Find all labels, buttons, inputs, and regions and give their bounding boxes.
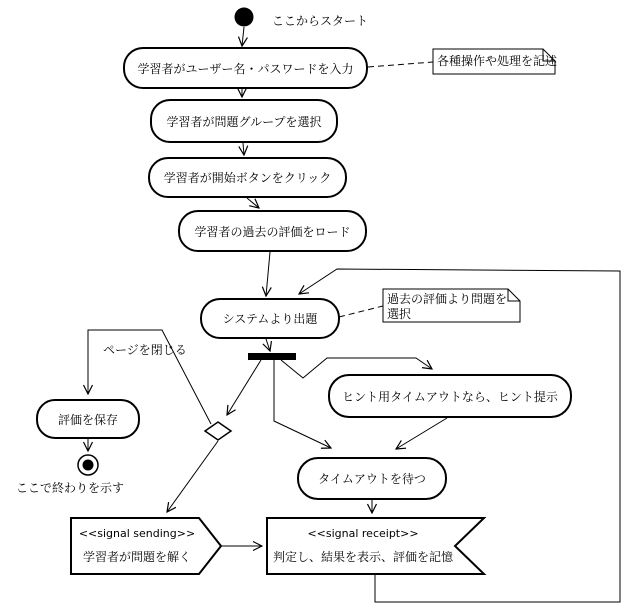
end-annotation: ここで終わりを示す [16, 481, 125, 495]
note-anchor-describe-ops [368, 62, 433, 67]
fork-bar [248, 353, 296, 360]
signal-receipt-stereotype: <<signal receipt>> [307, 527, 419, 540]
edge-fork-to-waittimeout [274, 360, 331, 448]
signal-sending-label: 学習者が問題を解く [82, 550, 191, 564]
signal-receipt-text [270, 520, 456, 572]
start-annotation: ここからスタート [272, 14, 369, 28]
action-login: 学習者がユーザー名・パスワードを入力 [123, 47, 368, 89]
signal-sending-text [75, 520, 199, 572]
note-pick-by-eval-line2: 選択 [387, 307, 412, 321]
signal-sending-stereotype: <<signal sending>> [78, 527, 196, 540]
decision-diamond [205, 422, 231, 440]
action-save-eval: 評価を保存 [36, 399, 140, 439]
initial-node [235, 8, 254, 27]
edge-fork-to-decision [227, 360, 261, 415]
note-pick-by-eval-text [387, 292, 507, 322]
action-hint-timeout: ヒント用タイムアウトなら、ヒント提示 [328, 374, 572, 418]
final-node-core [83, 460, 94, 471]
edge-system-to-fork [266, 339, 270, 351]
edge-clickstart-to-loadeval [247, 198, 259, 208]
action-select-group: 学習者が問題グループを選択 [150, 99, 338, 143]
edge-decision-to-signalsend [167, 441, 218, 512]
signal-receipt-label: 判定し、結果を表示、評価を記憶 [272, 550, 453, 564]
edge-loadeval-to-system [266, 252, 270, 296]
note-anchor-pick-by-eval [339, 306, 383, 317]
action-click-start: 学習者が開始ボタンをクリック [148, 157, 347, 198]
close-page-guard-label: ページを閉じる [103, 343, 187, 357]
action-system-question: システムより出題 [200, 298, 340, 339]
note-describe-ops-text: 各種操作や処理を記述 [437, 54, 558, 68]
edge-hint-to-waittimeout [396, 418, 447, 449]
action-wait-timeout: タイムアウトを待つ [297, 457, 447, 500]
edge-selectgroup-to-clickstart [243, 143, 244, 155]
edge-start-to-login [242, 27, 244, 46]
action-load-past-eval: 学習者の過去の評価をロード [178, 210, 367, 252]
note-pick-by-eval-line1: 過去の評価より問題を [387, 292, 508, 306]
